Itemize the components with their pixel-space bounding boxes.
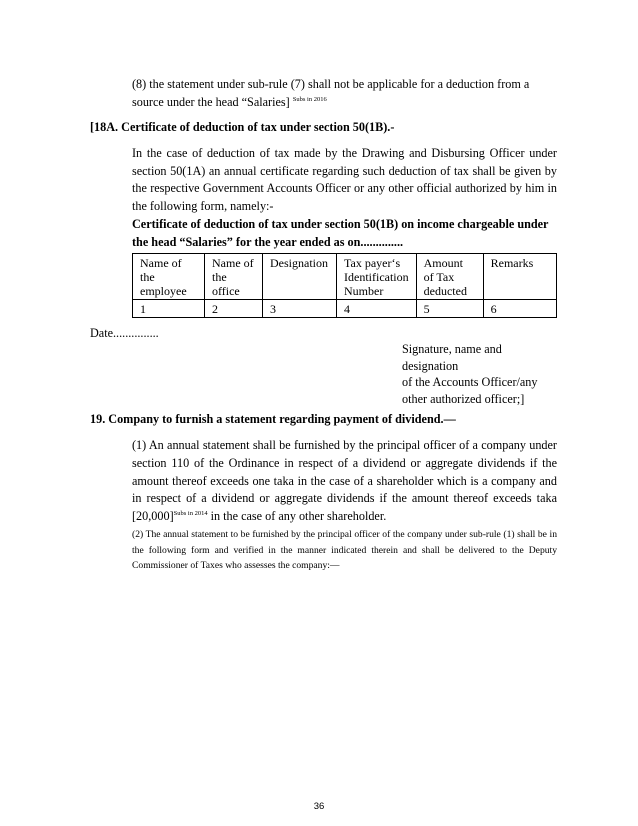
- certificate-title: Certificate of deduction of tax under section 50(1B) on income chargeable under the head “Salaries” for the year ended as on..............: [132, 217, 549, 249]
- certificate-table: [132, 253, 557, 318]
- para1-text: (1) An annual statement shall be furnished by the principal officer of a company under section 110 of the Ordinance in respect of a dividend or aggregate dividends if the amount thereof exceeds one taka in the case of a shareholder which is a company and in respect of a dividend or aggregate dividends if the amount thereof exceeds taka [20,000]: [132, 438, 557, 524]
- date-line: Date...............: [90, 326, 159, 340]
- page-number: 36: [313, 801, 325, 812]
- table-header-cell: Amount of Tax deducted: [416, 254, 483, 300]
- section-19-heading: 19. Company to furnish a statement regarding payment of dividend.—: [90, 412, 456, 426]
- table-header-row: [133, 254, 557, 300]
- para1-tail: in the case of any other shareholder.: [207, 509, 387, 524]
- table-cell: 4: [337, 300, 417, 318]
- para1-superscript: Subs in 2014: [173, 510, 208, 518]
- table-header-cell: Remarks: [483, 254, 556, 300]
- table-cell: 3: [263, 300, 337, 318]
- section-18a-heading: [18A. Certificate of deduction of tax under section 50(1B).-: [90, 120, 395, 134]
- signature-line: of the Accounts Officer/any: [402, 375, 538, 389]
- table-cell: 2: [205, 300, 263, 318]
- table-cell: 6: [483, 300, 556, 318]
- signature-block: [402, 341, 572, 407]
- table-cell: 5: [416, 300, 483, 318]
- table-header-cell: Tax payer‘s Identification Number: [337, 254, 417, 300]
- section-19-paragraph-2: (2) The annual statement to be furnished by the principal officer of the company under sub-rule (1) shall be in the following form and verified in the manner indicated therein and shall be delivered to the Deputy Commissioner of Taxes who assesses the company:—: [132, 529, 557, 572]
- rule8-line1: (8) the statement under sub-rule (7) shall not be applicable for a deduction from a: [132, 77, 530, 91]
- section-19-paragraph-1: [132, 437, 557, 526]
- rule8-line2-text: source under the head “Salaries]: [132, 95, 290, 109]
- section-18a-paragraph: In the case of deduction of tax made by the Drawing and Disbursing Officer under section 50(1A) an annual certificate regarding such deduction of tax shall be given by the respective Government Accounts Officer or any other official authorized by him in the following form, namely:-: [132, 146, 557, 213]
- table-number-row: [133, 300, 557, 318]
- table-header-cell: Name of the employee: [133, 254, 205, 300]
- table-header-cell: Name of the office: [205, 254, 263, 300]
- rule8-superscript: Subs in 2016: [292, 96, 327, 103]
- rule8-line2: [132, 94, 552, 112]
- signature-line: other authorized officer;]: [402, 391, 525, 406]
- table-cell: 1: [133, 300, 205, 318]
- signature-line: Signature, name and: [402, 342, 502, 356]
- table-header-cell: Designation: [263, 254, 337, 300]
- signature-line: designation: [402, 358, 459, 373]
